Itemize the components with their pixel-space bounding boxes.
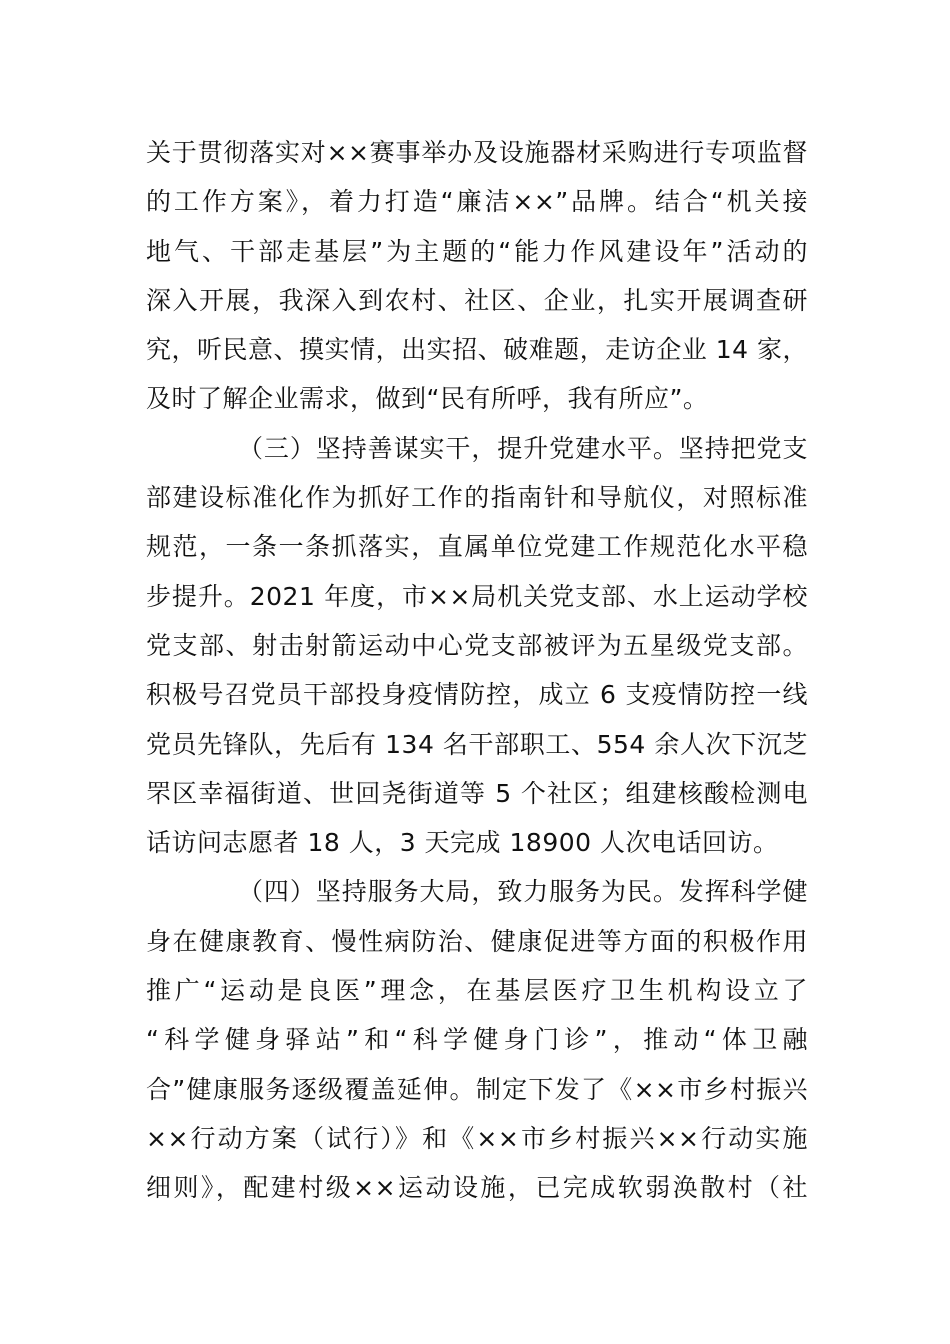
text-line: 步提升。2021 年度，市××局机关党支部、水上运动学校: [146, 581, 808, 611]
text-line: 身在健康教育、慢性病防治、健康促进等方面的积极作用: [146, 926, 808, 956]
text-line: 的工作方案》，着力打造“廉洁××”品牌。结合“机关接: [146, 187, 808, 217]
text-line: 地气、干部走基层”为主题的“能力作风建设年”活动的: [146, 236, 808, 266]
text-line-paragraph-end: 及时了解企业需求，做到“民有所呼，我有所应”。: [146, 384, 709, 414]
text-line: 合”健康服务逐级覆盖延伸。制定下发了《××市乡村振兴: [146, 1074, 808, 1104]
text-line-paragraph-end: 话访问志愿者 18 人，3 天完成 18900 人次电话回访。: [146, 828, 779, 858]
section-heading-line: （四）坚持服务大局，致力服务为民。发挥科学健: [238, 877, 808, 907]
text-line: 深入开展，我深入到农村、社区、企业，扎实开展调查研: [146, 285, 808, 315]
document-body: [146, 128, 808, 1213]
text-line: 规范，一条一条抓落实，直属单位党建工作规范化水平稳: [146, 532, 808, 562]
text-line: 党支部、射击射箭运动中心党支部被评为五星级党支部。: [146, 630, 808, 660]
text-line: 积极号召党员干部投身疫情防控，成立 6 支疫情防控一线: [146, 680, 808, 710]
text-line: 推广“运动是良医”理念，在基层医疗卫生机构设立了: [146, 976, 808, 1006]
text-line: 细则》，配建村级××运动设施，已完成软弱涣散村（社: [146, 1173, 808, 1203]
text-line: “科学健身驿站”和“科学健身门诊”，推动“体卫融: [146, 1025, 808, 1055]
text-line: 关于贯彻落实对××赛事举办及设施器材采购进行专项监督: [146, 138, 808, 167]
text-line: 部建设标准化作为抓好工作的指南针和导航仪，对照标准: [146, 483, 808, 513]
text-line: ××行动方案（试行）》和《××市乡村振兴××行动实施: [146, 1123, 808, 1153]
section-heading-line: （三）坚持善谋实干，提升党建水平。坚持把党支: [238, 433, 808, 463]
text-line: 党员先锋队，先后有 134 名干部职工、554 余人次下沉芝: [146, 729, 808, 759]
text-line: 罘区幸福街道、世回尧街道等 5 个社区；组建核酸检测电: [146, 778, 808, 808]
text-line: 究，听民意、摸实情，出实招、破难题，走访企业 14 家，: [146, 335, 808, 365]
